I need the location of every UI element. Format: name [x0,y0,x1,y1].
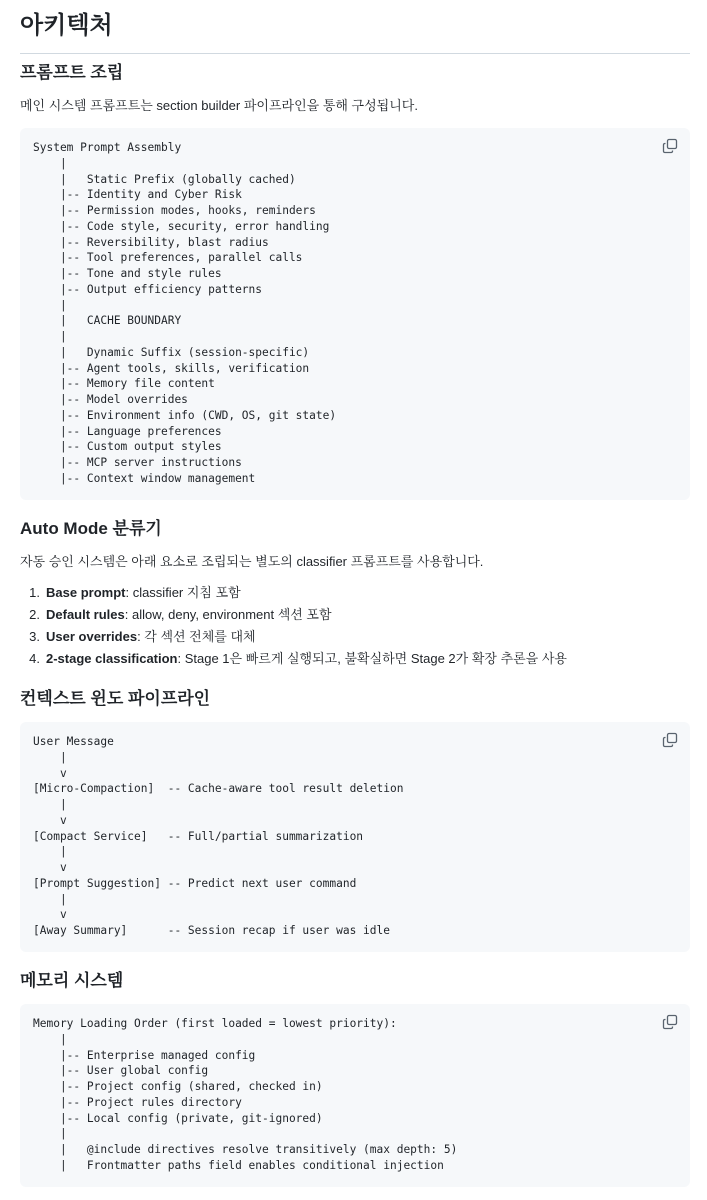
page-title: 아키텍처 [20,10,690,54]
auto-mode-list [20,582,567,670]
section-heading-auto-mode: Auto Mode 분류기 [20,519,162,538]
code-block-memory [20,1004,690,1187]
code-text-prompt: System Prompt Assembly | | Static Prefix (globally cached) |-- Identity and Cyber Risk |-- Permission modes, hooks, reminders |-- Code style, security, error handling |-- Reversibility, blast radius |-- Tool preferences, parallel calls |-- Tone and style rules |-- Output efficiency patterns | | CACHE BOUNDARY | | Dynamic Suffix (session-specific) |-- Agent tools, skills, verification |-- Memory file content |-- Model overrides |-- Environment info (CWD, OS, git state) |-- Language preferences |-- Custom output styles |-- MCP server instructions |-- Context window management [33,141,337,485]
list-item: 2. Default rules: allow, deny, environment 섹션 포함 [29,607,332,622]
list-item: 4. 2-stage classification: Stage 1은 빠르게 실행되고, 불확실하면 Stage 2가 확장 추론을 사용 [29,651,567,666]
section-intro-prompt: 메인 시스템 프롬프트는 section builder 파이프라인을 통해 구성됩니다. [20,98,418,113]
section-intro-auto-mode: 자동 승인 시스템은 아래 요소로 조립되는 별도의 classifier 프롬프트를 사용합니다. [20,554,484,569]
section-heading-prompt: 프롬프트 조립 [20,63,124,82]
copy-icon[interactable] [662,732,678,748]
code-block-prompt [20,128,690,500]
code-text-context: User Message | v [Micro-Compaction] -- Cache-aware tool result deletion | v [Compact Service] -- Full/partial summarization | v [Prompt Suggestion] -- Predict next user command | v [Away Summary] -- Session recap if user was idle [33,735,404,937]
section-heading-context: 컨텍스트 윈도 파이프라인 [20,689,211,708]
copy-icon[interactable] [662,138,678,154]
code-block-context [20,722,690,952]
copy-icon[interactable] [662,1014,678,1030]
section-heading-memory: 메모리 시스템 [20,971,124,990]
list-item: 1. Base prompt: classifier 지침 포함 [29,585,241,600]
list-item: 3. User overrides: 각 섹션 전체를 대체 [29,629,256,644]
code-text-memory: Memory Loading Order (first loaded = lowest priority): | |-- Enterprise managed config |-- User global config |-- Project config (shared, checked in) |-- Project rules directory |-- Local config (private, git-ignored) | | @include directives resolve transitively (max depth: 5) | Frontmatter paths field enables conditional injection [33,1017,458,1172]
